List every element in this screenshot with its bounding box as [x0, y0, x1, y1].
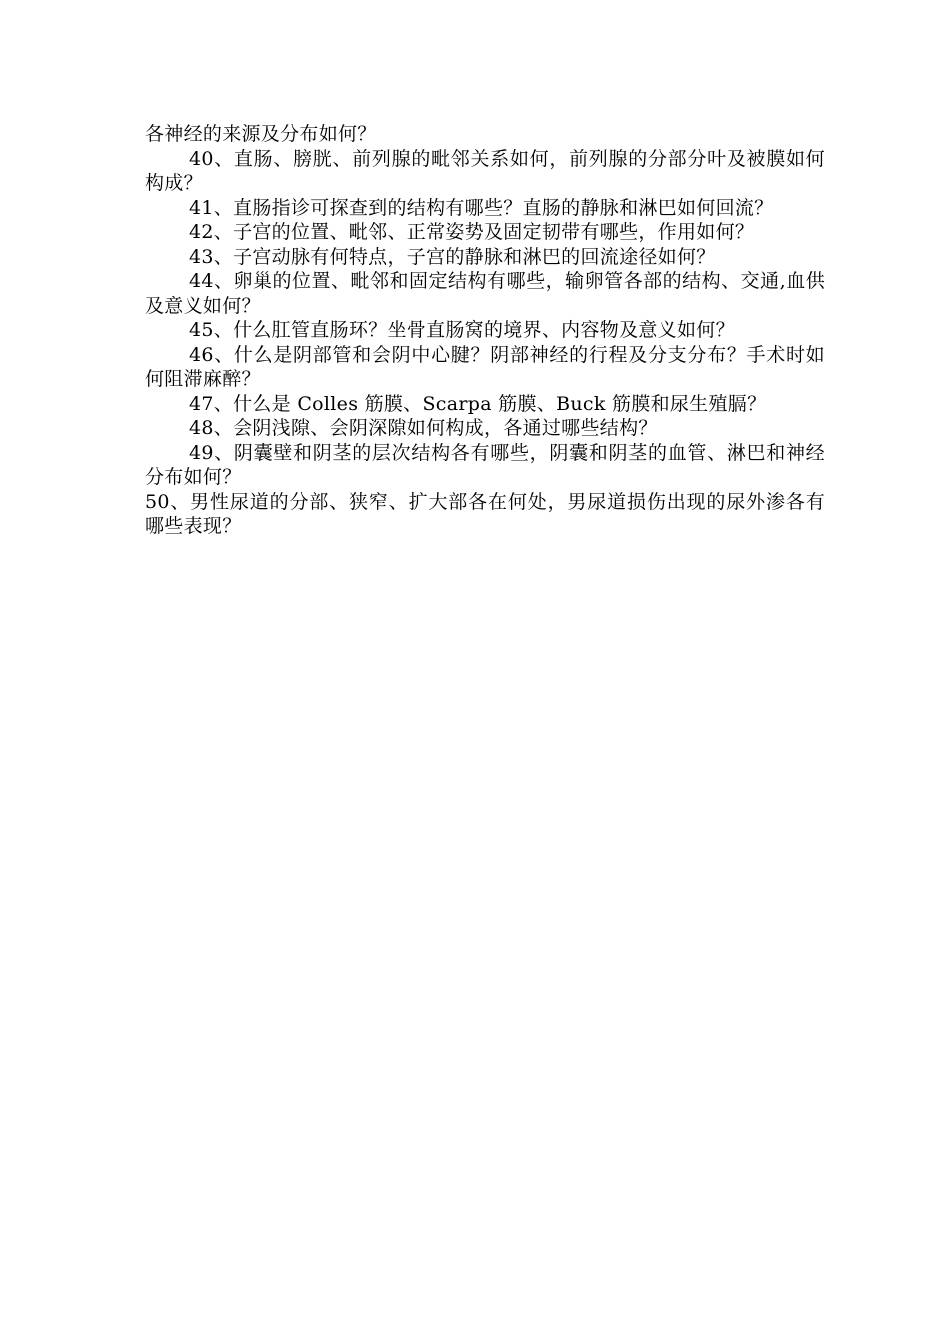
question-40: 40、直肠、膀胱、前列腺的毗邻关系如何，前列腺的分部分叶及被膜如何构成？ [145, 147, 825, 194]
question-48: 48、会阴浅隙、会阴深隙如何构成，各通过哪些结构？ [189, 417, 658, 439]
question-50: 50、男性尿道的分部、狭窄、扩大部各在何处，男尿道损伤出现的尿外渗各有哪些表现？ [145, 490, 825, 537]
question-47: 47、什么是 Colles 筋膜、Scarpa 筋膜、Buck 筋膜和尿生殖膈？ [189, 392, 767, 415]
question-44: 44、卵巢的位置、毗邻和固定结构有哪些，输卵管各部的结构、交通,血供及意义如何？ [145, 270, 825, 317]
question-41: 41、直肠指诊可探查到的结构有哪些？直肠的静脉和淋巴如何回流？ [189, 196, 774, 219]
question-42: 42、子宫的位置、毗邻、正常姿势及固定韧带有哪些，作用如何？ [189, 221, 755, 243]
paragraph-continuation: 各神经的来源及分布如何？ [145, 123, 377, 145]
question-49: 49、阴囊壁和阴茎的层次结构各有哪些，阴囊和阴茎的血管、淋巴和神经分布如何？ [145, 441, 825, 488]
question-45: 45、什么肛管直肠环？坐骨直肠窝的境界、内容物及意义如何？ [189, 319, 735, 341]
question-list [145, 122, 825, 539]
question-43: 43、子宫动脉有何特点，子宫的静脉和淋巴的回流途径如何？ [189, 245, 716, 268]
question-46: 46、什么是阴部管和会阴中心腱？阴部神经的行程及分支分布？手术时如何阻滞麻醉？ [145, 343, 825, 390]
